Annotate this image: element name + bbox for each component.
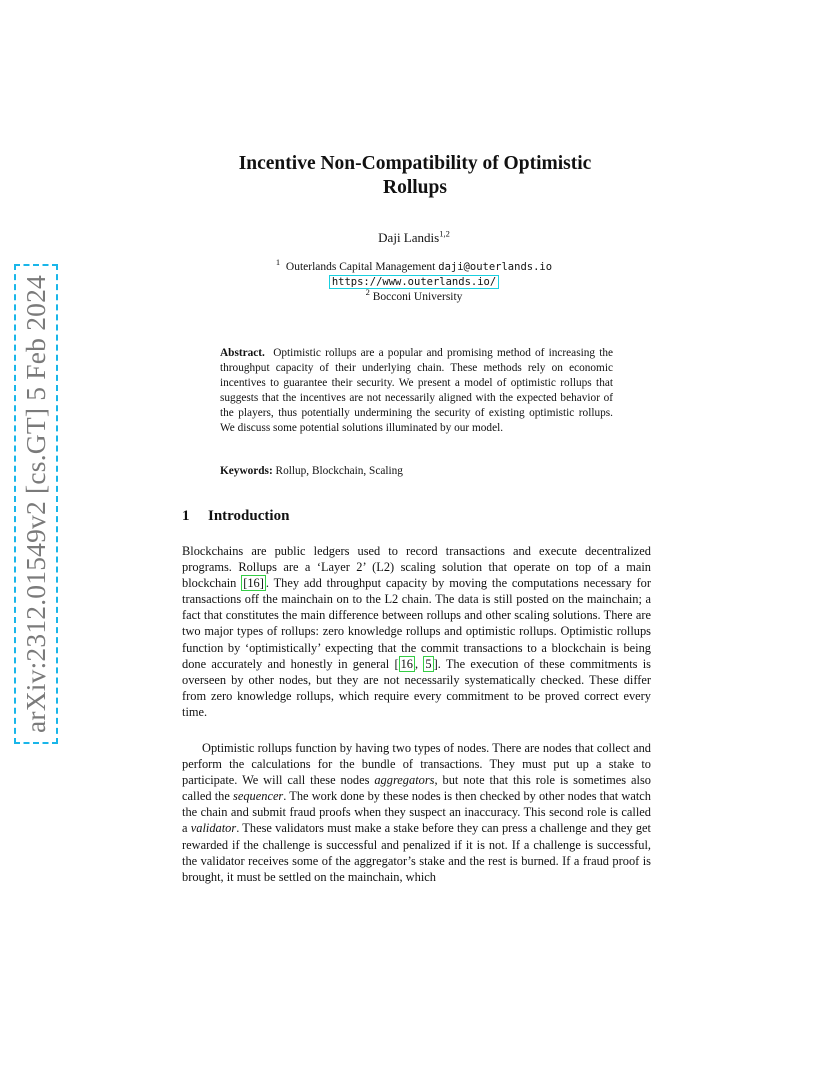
intro-paragraph-1	[182, 543, 651, 720]
citation-link[interactable]: 5	[425, 656, 432, 671]
affiliation-2-org: Bocconi University	[372, 291, 463, 303]
abstract	[220, 346, 613, 437]
p1-text-b: . They add throughput capacity by moving the computations necessary for transactions off the mainchain on to the L2 chain. The data is still posted on the mainchain; a fact that constitutes the main difference between rollups and other scaling solutions. There are two major types of rollups: zero knowledge rollups and optimistic rollups. Optimistic rollups function by ‘optimistically’ expecting that the commit transactions to a blockchain is being done accurately and honestly in general [	[182, 576, 651, 671]
term-validator: validator	[190, 821, 237, 836]
citation-link[interactable]: [16]	[243, 576, 264, 591]
author-superscript: 1,2	[439, 228, 450, 239]
keywords	[220, 464, 613, 479]
term-aggregators: aggregators	[374, 773, 435, 788]
arxiv-identifier[interactable]: arXiv:2312.01549v2 [cs.GT] 5 Feb 2024	[20, 274, 51, 734]
p2-text-b: , but note that this role is sometimes also called the	[182, 773, 651, 804]
keywords-text: Rollup, Blockchain, Scaling	[275, 465, 403, 477]
p1-citation-separator: ,	[415, 656, 424, 671]
affiliation-2	[0, 287, 828, 304]
author	[0, 230, 828, 246]
p1-text-c: ]. The execution of these commitments is overseen by other nodes, but they are not necessarily systematically checked. These differ from zero knowledge rollups, which require every commitment to be proved correct every time.	[182, 656, 652, 719]
affiliation-1-marker: 1	[275, 257, 281, 268]
p2-text-c: . The work done by these nodes is then checked by other nodes that watch the chain and submit fraud proofs when they suspect an inaccuracy. This second role is called a	[182, 789, 651, 836]
section-title: Introduction	[208, 508, 290, 524]
p2-text-a: Optimistic rollups function by having two types of nodes. There are nodes that collect and perform the calculations for the bundle of transactions. They must put up a stake to participate. We will call these nodes	[182, 741, 651, 788]
paper-title	[180, 152, 650, 200]
author-email[interactable]: daji@outerlands.io	[438, 261, 553, 273]
citation-link[interactable]: 16	[400, 656, 413, 671]
title-line-1: Incentive Non-Compatibility of Optimistic	[238, 153, 592, 174]
section-number: 1	[182, 508, 190, 524]
affiliation-1-url-line	[0, 275, 828, 289]
affiliation-1	[0, 257, 828, 274]
keywords-label: Keywords:	[220, 465, 273, 477]
p1-text-a: Blockchains are public ledgers used to record transactions and execute decentralized programs. Rollups are a ‘Layer 2’ (L2) scaling solution that operate on top of a main blockchain	[182, 544, 651, 591]
p2-text-d: . These validators must make a stake before they can press a challenge and they get rewarded if the challenge is successful and penalized if it is not. If a challenge is successful, the validator receives some of the aggregator’s stake and the rest is burned. If a fraud proof is brought, it must be settled on the mainchain, which	[182, 821, 651, 884]
abstract-text: Optimistic rollups are a popular and promising method of increasing the throughput capacity of their underlying chain. These methods rely on economic incentives to guarantee their security. We present a model of optimistic rollups that suggests that the incentives are not necessarily aligned with the expected behavior of the players, thus potentially undermining the security of existing optimistic rollups. We discuss some potential solutions illuminated by our model.	[220, 347, 614, 435]
section-heading	[182, 508, 289, 525]
title-line-2: Rollups	[383, 177, 447, 198]
affiliation-2-marker: 2	[365, 287, 370, 298]
affiliation-1-org: Outerlands Capital Management	[285, 261, 436, 273]
affiliation-url-link[interactable]: https://www.outerlands.io/	[329, 275, 499, 289]
author-name: Daji Landis	[378, 230, 440, 245]
term-sequencer: sequencer	[233, 789, 284, 804]
intro-paragraph-2	[182, 740, 651, 885]
abstract-label: Abstract.	[220, 347, 265, 359]
